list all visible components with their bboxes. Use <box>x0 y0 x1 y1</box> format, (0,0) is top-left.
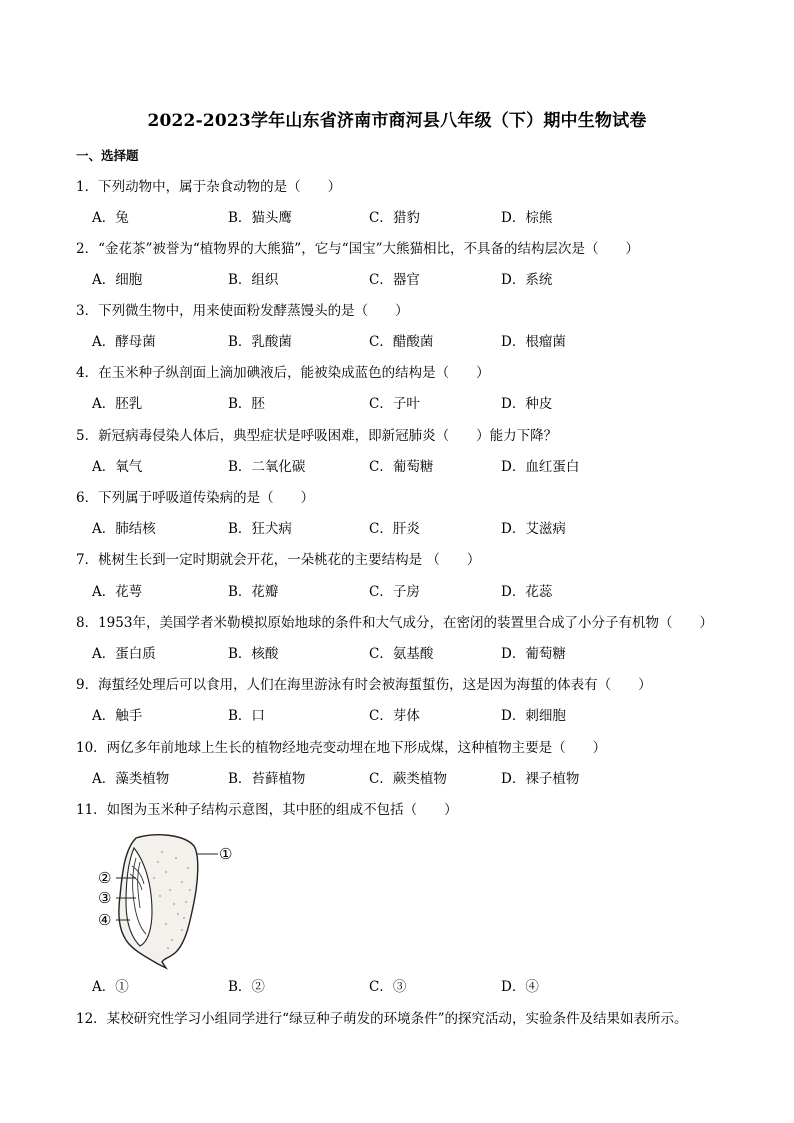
option-b: B．猫头鹰 <box>228 210 292 226</box>
options-11 <box>92 975 732 995</box>
option-a: A．肺结核 <box>92 521 156 537</box>
option-b: B．花瓣 <box>228 584 279 600</box>
option-c: C．猎豹 <box>369 210 420 226</box>
option-d: D．刺细胞 <box>501 708 566 724</box>
option-b: B．组织 <box>228 272 279 288</box>
question-7: 7．桃树生长到一定时期就会开花，一朵桃花的主要结构是 （ ） <box>76 552 481 568</box>
option-c: C．氨基酸 <box>369 646 434 662</box>
option-c: C．醋酸菌 <box>369 334 434 350</box>
option-d: D．葡萄糖 <box>501 646 566 662</box>
option-d: D．棕熊 <box>501 210 553 226</box>
options-7 <box>92 580 732 600</box>
question-1: 1．下列动物中，属于杂食动物的是（ ） <box>76 179 342 195</box>
option-b: B．乳酸菌 <box>228 334 292 350</box>
question-3: 3．下列微生物中，用来使面粉发酵蒸馒头的是（ ） <box>76 303 409 319</box>
option-c: C．葡萄糖 <box>369 459 434 475</box>
option-d: D．血红蛋白 <box>501 459 580 475</box>
question-6: 6．下列属于呼吸道传染病的是（ ） <box>76 490 315 506</box>
options-10 <box>92 767 732 787</box>
option-c: C．器官 <box>369 272 420 288</box>
option-b: B．核酸 <box>228 646 279 662</box>
options-4 <box>92 392 732 412</box>
question-11: 11．如图为玉米种子结构示意图，其中胚的组成不包括（ ） <box>76 802 458 818</box>
option-d: D．根瘤菌 <box>501 334 566 350</box>
option-b: B．狂犬病 <box>228 521 292 537</box>
option-a: A．氧气 <box>92 459 143 475</box>
option-d: D．种皮 <box>501 396 553 412</box>
label-2: ② <box>98 869 112 887</box>
options-9 <box>92 704 732 724</box>
option-d: D．系统 <box>501 272 553 288</box>
option-b: B．② <box>228 979 265 995</box>
label-4: ④ <box>98 911 112 929</box>
option-b: B．苔藓植物 <box>228 771 306 787</box>
options-6 <box>92 517 732 537</box>
option-a: A．细胞 <box>92 272 143 288</box>
option-b: B．胚 <box>228 396 265 412</box>
question-4: 4．在玉米种子纵剖面上滴加碘液后，能被染成蓝色的结构是（ ） <box>76 365 490 381</box>
option-c: C．芽体 <box>369 708 420 724</box>
question-5: 5．新冠病毒侵染人体后，典型症状是呼吸困难，即新冠肺炎（ ）能力下降？ <box>76 428 558 444</box>
option-a: A．① <box>92 979 129 995</box>
label-3: ③ <box>98 889 112 907</box>
question-2: 2．“金花茶”被誉为“植物界的大熊猫”，它与“国宝”大熊猫相比，不具备的结构层次是（ ） <box>76 241 639 257</box>
option-d: D．艾滋病 <box>501 521 566 537</box>
option-a: A．兔 <box>92 210 129 226</box>
label-1: ① <box>219 845 233 863</box>
question-10: 10．两亿多年前地球上生长的植物经地壳变动埋在地下形成煤，这种植物主要是（ ） <box>76 740 607 756</box>
options-2 <box>92 268 732 288</box>
option-a: A．藻类植物 <box>92 771 170 787</box>
option-b: B．口 <box>228 708 265 724</box>
question-9: 9．海蜇经处理后可以食用，人们在海里游泳有时会被海蜇蜇伤，这是因为海蜇的体表有（ ） <box>76 677 652 693</box>
options-5 <box>92 455 732 475</box>
question-8: 8．1953年，美国学者米勒模拟原始地球的条件和大气成分，在密闭的装置里合成了小分子有机物（ ） <box>76 615 713 631</box>
page-title: 2022-2023学年山东省济南市商河县八年级（下）期中生物试卷 <box>147 111 647 131</box>
option-a: A．花萼 <box>92 584 143 600</box>
option-a: A．蛋白质 <box>92 646 156 662</box>
option-a: A．触手 <box>92 708 143 724</box>
option-c: C．子房 <box>369 584 420 600</box>
option-d: D．花蕊 <box>501 584 553 600</box>
option-c: C．蕨类植物 <box>369 771 447 787</box>
options-8 <box>92 642 732 662</box>
options-1 <box>92 206 732 226</box>
option-a: A．酵母菌 <box>92 334 156 350</box>
option-a: A．胚乳 <box>92 396 143 412</box>
option-d: D．裸子植物 <box>501 771 580 787</box>
option-d: D．④ <box>501 979 539 995</box>
option-c: C．子叶 <box>369 396 420 412</box>
question-12: 12．某校研究性学习小组同学进行“绿豆种子萌发的环境条件”的探究活动，实验条件及结果如表所示。 <box>76 1011 688 1027</box>
option-c: C．肝炎 <box>369 521 420 537</box>
options-3 <box>92 330 732 350</box>
option-b: B．二氧化碳 <box>228 459 306 475</box>
section-heading: 一、选择题 <box>76 148 139 163</box>
option-c: C．③ <box>369 979 407 995</box>
corn-seed-diagram <box>96 832 246 972</box>
